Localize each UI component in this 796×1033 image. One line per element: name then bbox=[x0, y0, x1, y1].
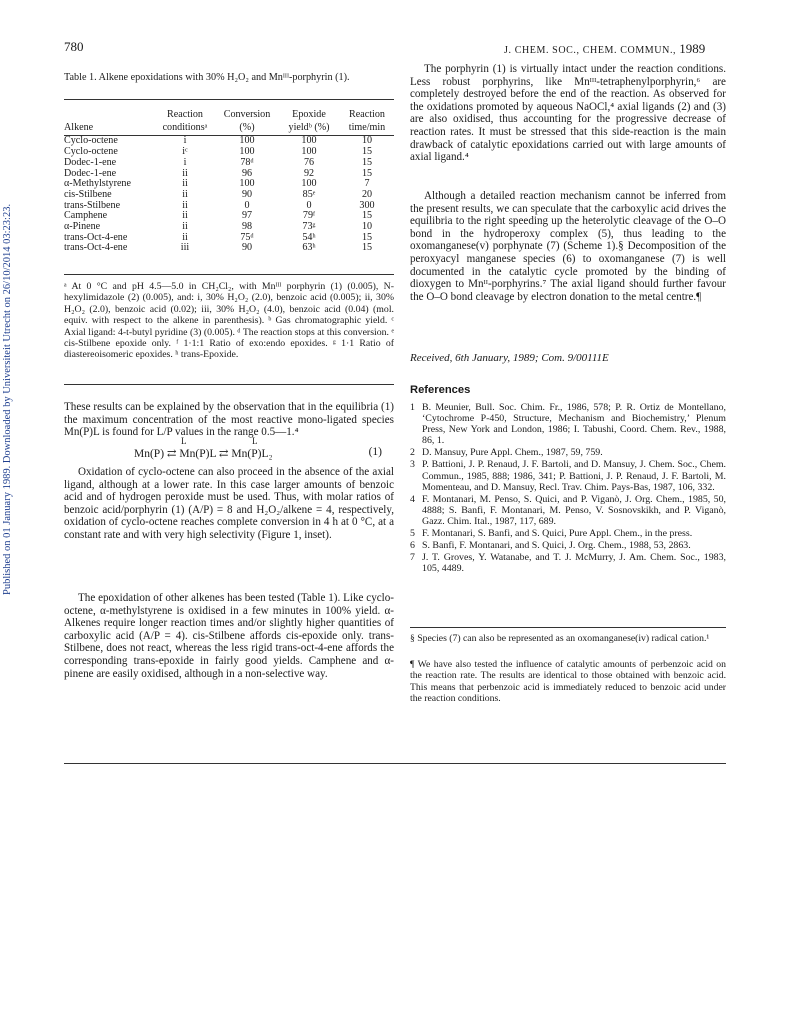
table-cell: Cyclo-octene bbox=[64, 135, 118, 147]
reference-text: B. Meunier, Bull. Soc. Chim. Fr., 1986, 578; P. R. Ortiz de Montellano, ‘Cytochrome P-450, Structure, Mechanism and Biochemistry,’ Plenum Press, New York and London, 1986; I. Tabushi, Coord. Chem. Rev., 1988, 86, 1. bbox=[422, 402, 726, 447]
reference-text: J. T. Groves, Y. Watanabe, and T. J. McMurry, J. Am. Chem. Soc., 1983, 105, 4489. bbox=[422, 552, 726, 575]
table-cell: Cyclo-octene bbox=[64, 146, 118, 158]
table-cell: 79ᶠ bbox=[302, 210, 316, 222]
equation-number: (1) bbox=[368, 446, 382, 458]
table-cell: 98 bbox=[241, 221, 253, 233]
reference-number: 4 bbox=[410, 493, 415, 505]
left-paragraph-1: These results can be explained by the observation that in the equilibria (1) the maximum concentration of the most reactive mono-ligated species Mn(P)L is found for L/P values in the range 0.5—1.⁴ bbox=[64, 401, 394, 439]
table-cell: 100 bbox=[301, 146, 317, 158]
right-paragraph-1: The porphyrin (1) is virtually intact under the reaction conditions. Less robust porphyrins, like Mnᴵᴵᴵ-tetraphenylporphyrin,⁶ are completely destroyed before the end of the reaction. As observed for the oxidations promoted by aqueous NaOCl,⁴ axial ligands (2) and (3) are also oxidised, thus accounting for the progressive decrease of reaction rates. It must be stressed that this side-reaction is the main drawback of catalytic epoxidations carried out with large amounts of axial ligand.⁴ bbox=[410, 63, 726, 164]
equilibrium-equation bbox=[64, 436, 394, 464]
table-top-rule bbox=[64, 99, 394, 100]
table-cell: 15 bbox=[361, 156, 373, 168]
page-number: 780 bbox=[64, 39, 84, 54]
table-header-cell: Conversion bbox=[223, 109, 271, 120]
left-paragraph-3: The epoxidation of other alkenes has been tested (Table 1). Like cyclo-octene, α-methylstyrene is oxidised in a few minutes in 100% yield. α-Alkenes require longer reaction times and/or slightly higher quantities of carboxylic acid (A/P = 4). cis-Stilbene affords cis-epoxide only. trans-Stilbene, does not react, whereas the less rigid trans-oct-4-ene affords the corresponding trans-epoxide in fairly good yields. Camphene and α-pinene are easily oxidised, although in a non-selective way. bbox=[64, 592, 394, 680]
table-cell: 15 bbox=[361, 242, 373, 254]
table-cell: ii bbox=[182, 221, 188, 233]
reference-number: 7 bbox=[410, 552, 415, 564]
reference-number: 5 bbox=[410, 528, 415, 540]
table-cell: cis-Stilbene bbox=[64, 188, 112, 200]
table-cell: 73ᵍ bbox=[302, 221, 316, 233]
table-cell: ii bbox=[182, 167, 188, 179]
received-line: Received, 6th January, 1989; Com. 9/00111E bbox=[410, 352, 609, 364]
table-cell: 10 bbox=[361, 221, 373, 233]
table-header-cell: Reaction bbox=[349, 109, 385, 120]
reference-text: F. Montanari, S. Banfi, and S. Quici, Pure Appl. Chem., in the press. bbox=[422, 528, 693, 540]
table-cell: 15 bbox=[361, 146, 373, 158]
table-header-cell bbox=[64, 110, 154, 123]
table-row bbox=[64, 201, 394, 212]
table-cell: 0 bbox=[306, 199, 312, 211]
table-cell: i bbox=[183, 135, 187, 147]
table-footnotes: ᵃ At 0 °C and pH 4.5—5.0 in CH₂Cl₂, with Mnᴵᴵᴵ porphyrin (1) (0.005), N-hexylimidazole (2) (0.005), and: i, 30% H₂O₂ (2.0), benzoic acid (0.005); ii, 30% H₂O₂ (2.0), benzoic acid (0.02); iii, 30% H₂O₂ (4.0), benzoic acid (0.04) (mol. equiv. with respect to the alkene in parenthesis). ᵇ Gas chromatographic yield. ᶜ Axial ligand: 4-t-butyl pyridine (3) (0.005). ᵈ The reaction stops at this conversion. ᵉ cis-Stilbene epoxide only. ᶠ 1·1:1 Ratio of exo:endo epoxides. ᵍ 1·1 Ratio of diastereoisomeric epoxides. ʰ trans-Epoxide. bbox=[64, 281, 394, 361]
table-cell: 300 bbox=[359, 199, 375, 211]
table-cell: trans-Oct-4-ene bbox=[64, 231, 128, 243]
table-cell: Camphene bbox=[64, 210, 108, 222]
reference-item bbox=[410, 552, 726, 574]
table-cell: 75ᵈ bbox=[240, 231, 254, 243]
journal-header bbox=[504, 41, 705, 57]
equation-body: Mn(P) ⇄ Mn(P)L ⇄ Mn(P)L₂ bbox=[134, 448, 273, 460]
table-bottom-rule bbox=[64, 274, 394, 275]
table-end-rule bbox=[64, 384, 394, 385]
table-cell: trans-Oct-4-ene bbox=[64, 242, 128, 254]
reference-number: 3 bbox=[410, 459, 415, 471]
reference-text: P. Battioni, J. P. Renaud, J. F. Bartoli, and D. Mansuy, J. Chem. Soc., Chem. Commun., 1985, 888; 1986, 341; P. Battioni, J. P. Renaud, J. F. Bartoli, M. Momenteau, and D. Mansuy, Recl. Trav. Chim. Pays-Bas, 1987, 106, 332. bbox=[422, 459, 726, 493]
reference-item bbox=[410, 528, 726, 539]
table-cell: 100 bbox=[301, 135, 317, 147]
table-header-row-bottom bbox=[64, 123, 394, 136]
table-cell: 15 bbox=[361, 167, 373, 179]
table-cell: Dodec-1-ene bbox=[64, 167, 117, 179]
journal-year: 1989 bbox=[679, 41, 706, 56]
table-cell: 100 bbox=[239, 178, 255, 190]
table-header-cell: Alkene bbox=[64, 123, 154, 136]
table-cell: 15 bbox=[361, 210, 373, 222]
table-row bbox=[64, 179, 394, 190]
table-cell: iᶜ bbox=[182, 146, 188, 158]
reference-item bbox=[410, 540, 726, 551]
right-paragraph-2: Although a detailed reaction mechanism cannot be inferred from the present results, we can speculate that the carboxylic acid drives the equilibria to the right speeding up the heterolytic cleavage of the O–O bond in the hydroperoxy complex (5), thus leading to the oxomanganese(v) porphynate (7) (Scheme 1).§ Decomposition of the peroxyacyl manganese species (6) to oxomanganese (7) is well documented in the catalytic cycle promoted by the binding of dioxygen to Mnᴵᴵ-porphyrins.⁷ The axial ligand should further favour the O–O bond cleavage by electron donation to the metal centre.¶ bbox=[410, 190, 726, 303]
table-row bbox=[64, 243, 394, 254]
table-cell: 90 bbox=[241, 188, 253, 200]
table-cell: 7 bbox=[364, 178, 370, 190]
table-cell: ii bbox=[182, 178, 188, 190]
table-header-cell: yieldᵇ (%) bbox=[278, 123, 340, 136]
left-paragraph-2: Oxidation of cyclo-octene can also proceed in the absence of the axial ligand, although at a lower rate. In this case larger amounts of benzoic acid and of hydrogen peroxide must be used. Thus, with molar ratios of benzoic acid/porphyrin (1) (A/P) = 8 and H₂O₂/alkene = 4, respectively, oxidation of cyclo-octene reaches complete conversion in 4 h at 0 °C, at a constant rate and with very high selectivity (Figure 1, inset). bbox=[64, 466, 394, 541]
table-row bbox=[64, 158, 394, 169]
table-cell: i bbox=[183, 156, 187, 168]
table-cell: α-Pinene bbox=[64, 221, 101, 233]
table-cell: 78ᵈ bbox=[240, 156, 254, 168]
journal-name: J. CHEM. SOC., CHEM. COMMUN., bbox=[504, 45, 677, 56]
references-heading: References bbox=[410, 384, 471, 396]
table-header-cell: Epoxide bbox=[292, 109, 326, 120]
download-side-note: Published on 01 January 1989. Downloaded by Universiteit Utrecht on 26/10/2014 03:23:23. bbox=[2, 203, 13, 595]
table-header-cell: (%) bbox=[216, 123, 278, 136]
reference-item bbox=[410, 447, 726, 458]
table-cell: 54ʰ bbox=[302, 231, 316, 243]
reference-text: F. Montanari, M. Penso, S. Quici, and P. Viganò, J. Org. Chem., 1985, 50, 4888; S. Banfi, F. Montanari, M. Penso, V. Sosnovskikh, and P. Viganò, Gazz. Chim. Ital., 1987, 117, 689. bbox=[422, 493, 726, 527]
table-cell: 85ᵉ bbox=[302, 188, 316, 200]
table-cell: 92 bbox=[303, 167, 315, 179]
table-cell: Dodec-1-ene bbox=[64, 156, 117, 168]
table-cell: 90 bbox=[241, 242, 253, 254]
reference-number: 1 bbox=[410, 402, 415, 413]
references-list bbox=[410, 402, 726, 575]
table-header-cell: Reaction bbox=[167, 109, 203, 120]
table-cell: 10 bbox=[361, 135, 373, 147]
table-header-row-top bbox=[64, 110, 394, 123]
reference-number: 2 bbox=[410, 447, 415, 459]
table-cell: 0 bbox=[244, 199, 250, 211]
table-cell: 63ʰ bbox=[302, 242, 316, 254]
reference-item bbox=[410, 459, 726, 492]
equation-ligand-label: L bbox=[181, 436, 187, 446]
table-cell: 100 bbox=[239, 146, 255, 158]
table-cell: 96 bbox=[241, 167, 253, 179]
footnote-section-sign: § Species (7) can also be represented as an oxomanganese(iv) radical cation.¹ bbox=[410, 633, 710, 644]
table-cell: 15 bbox=[361, 231, 373, 243]
reference-text: S. Banfi, F. Montanari, and S. Quici, J. Org. Chem., 1988, 53, 2863. bbox=[422, 540, 691, 552]
table-cell: ii bbox=[182, 210, 188, 222]
equation-ligand-label: L bbox=[252, 436, 258, 446]
table-cell: ii bbox=[182, 188, 188, 200]
footnote-paragraph-sign: ¶ We have also tested the influence of catalytic amounts of perbenzoic acid on the reaction rate. The results are identical to those obtained with benzoic acid. This means that perbenzoic acid is immediately reduced to benzoic acid under the reaction conditions. bbox=[410, 659, 726, 705]
table-cell: 100 bbox=[301, 178, 317, 190]
footnote-rule bbox=[410, 627, 726, 628]
page-bottom-rule bbox=[64, 763, 726, 764]
table-cell: ii bbox=[182, 231, 188, 243]
table-cell: α-Methylstyrene bbox=[64, 178, 131, 190]
table-header-cell: conditionsᵃ bbox=[154, 123, 216, 136]
reference-item bbox=[410, 494, 726, 527]
reference-number: 6 bbox=[410, 540, 415, 552]
table-cell: iii bbox=[180, 242, 190, 254]
table-cell: 100 bbox=[239, 135, 255, 147]
table-cell: 20 bbox=[361, 188, 373, 200]
table-cell: trans-Stilbene bbox=[64, 199, 121, 211]
table-cell: 76 bbox=[303, 156, 315, 168]
table-cell: 97 bbox=[241, 210, 253, 222]
table-header-cell: time/min bbox=[340, 123, 394, 136]
table-row bbox=[64, 211, 394, 222]
reference-item bbox=[410, 402, 726, 446]
table-cell: ii bbox=[182, 199, 188, 211]
reference-text: D. Mansuy, Pure Appl. Chem., 1987, 59, 759. bbox=[422, 447, 603, 459]
alkene-epoxidation-table bbox=[64, 110, 394, 254]
table-caption: Table 1. Alkene epoxidations with 30% H₂O₂ and Mnᴵᴵᴵ-porphyrin (1). bbox=[64, 72, 350, 83]
